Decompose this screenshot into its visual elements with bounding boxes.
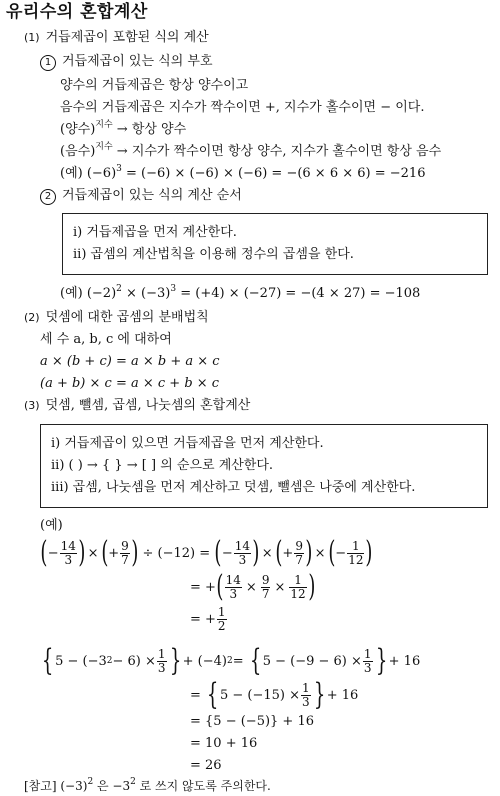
page-title: 유리수의 혼합계산 — [6, 2, 148, 22]
rule-negative: (음수)$^{지수}$ → 지수가 짝수이면 항상 양수, 지수가 홀수이면 항상 음수 — [60, 142, 442, 159]
circled-number: 1 — [40, 55, 56, 71]
example-2-line-5: = 26 — [190, 758, 222, 773]
example-1-line-1: ( − $\frac{14}{3}$ ) × ( + $\frac{9}{7}$ ) ÷ (−12) = ( − $\frac{14}{3}$ ) × ( + $\frac{9}{7}$ ) × ( − $\frac{1}{12}$ ) — [40, 535, 373, 570]
section-3-heading: (3) 덧셈, 뺄셈, 곱셈, 나눗셈의 혼합계산 — [24, 398, 251, 413]
rule-positive: (양수)$^{지수}$ → 항상 양수 — [60, 120, 187, 137]
text-line: 세 수 a, b, c 에 대하여 — [40, 332, 172, 347]
rule-box-1 — [62, 213, 488, 275]
text-line: 양수의 거듭제곱은 항상 양수이고 — [60, 78, 249, 93]
formula-line: (a + b) × c = a × c + b × c — [40, 376, 220, 391]
section-1-heading: (1) 거듭제곱이 포함된 식의 계산 — [24, 30, 209, 45]
example-label: (예) — [40, 518, 63, 533]
box-line: ii) ( ) → { } → [ ] 의 순으로 계산한다. — [51, 458, 274, 473]
box-line: i) 거듭제곱을 먼저 계산한다. — [73, 225, 237, 240]
section-2-number: (2) — [24, 311, 40, 324]
section-2-heading: (2) 덧셈에 대한 곱셈의 분배법칙 — [24, 310, 209, 325]
example-2-line-2: = { 5 − (−15) × $\frac{1}{3}$ } + 16 — [190, 677, 359, 712]
note-line: [참고] $(-3)^2$ 은 $-3^2$ 로 쓰지 않도록 주의한다. — [24, 777, 271, 793]
box-line: ii) 곱셈의 계산법칙을 이용해 정수의 곱셈을 한다. — [73, 247, 354, 262]
example-2-line-4: = 10 + 16 — [190, 736, 258, 751]
box-line: iii) 곱셈, 나눗셈을 먼저 계산하고 덧셈, 뺄셈은 나중에 계산한다. — [51, 480, 416, 495]
subsection-1-heading: 1 거듭제곱이 있는 식의 부호 — [40, 54, 213, 71]
example-1-line-2: = + ( $\frac{14}{3}$ × $\frac{9}{7}$ × $\frac{1}{12}$ ) — [190, 569, 316, 604]
subsection-2-heading: 2 거듭제곱이 있는 식의 계산 순서 — [40, 188, 242, 205]
box-line: i) 거듭제곱이 있으면 거듭제곱을 먼저 계산한다. — [51, 436, 324, 451]
circled-number: 2 — [40, 189, 56, 205]
text-line: 음수의 거듭제곱은 지수가 짝수이면 +, 지수가 홀수이면 − 이다. — [60, 100, 425, 115]
example-2-line-1: { 5 − (−3 2 − 6) × $\frac{1}{3}$ } + (−4) 2 = { 5 − (−9 − 6) × $\frac{1}{3}$ } + 16 — [41, 643, 421, 678]
section-1-number: (1) — [24, 31, 40, 44]
example-line: (예) $(-2)^2 \times (-3)^3 = (+4) \times (-27) = -(4 \times 27) = -108$ — [60, 284, 421, 301]
rule-box-2 — [40, 424, 488, 508]
example-line: (예) $(-6)^3 = (-6) \times (-6) \times (-6) = -(6 \times 6 \times 6) = -216$ — [60, 164, 426, 181]
example-2-line-3: = {5 − (−5)} + 16 — [190, 714, 315, 729]
formula-line: a × (b + c) = a × b + a × c — [40, 354, 220, 369]
section-3-number: (3) — [24, 399, 40, 412]
example-1-line-3: = + $\frac{1}{2}$ — [190, 604, 226, 633]
